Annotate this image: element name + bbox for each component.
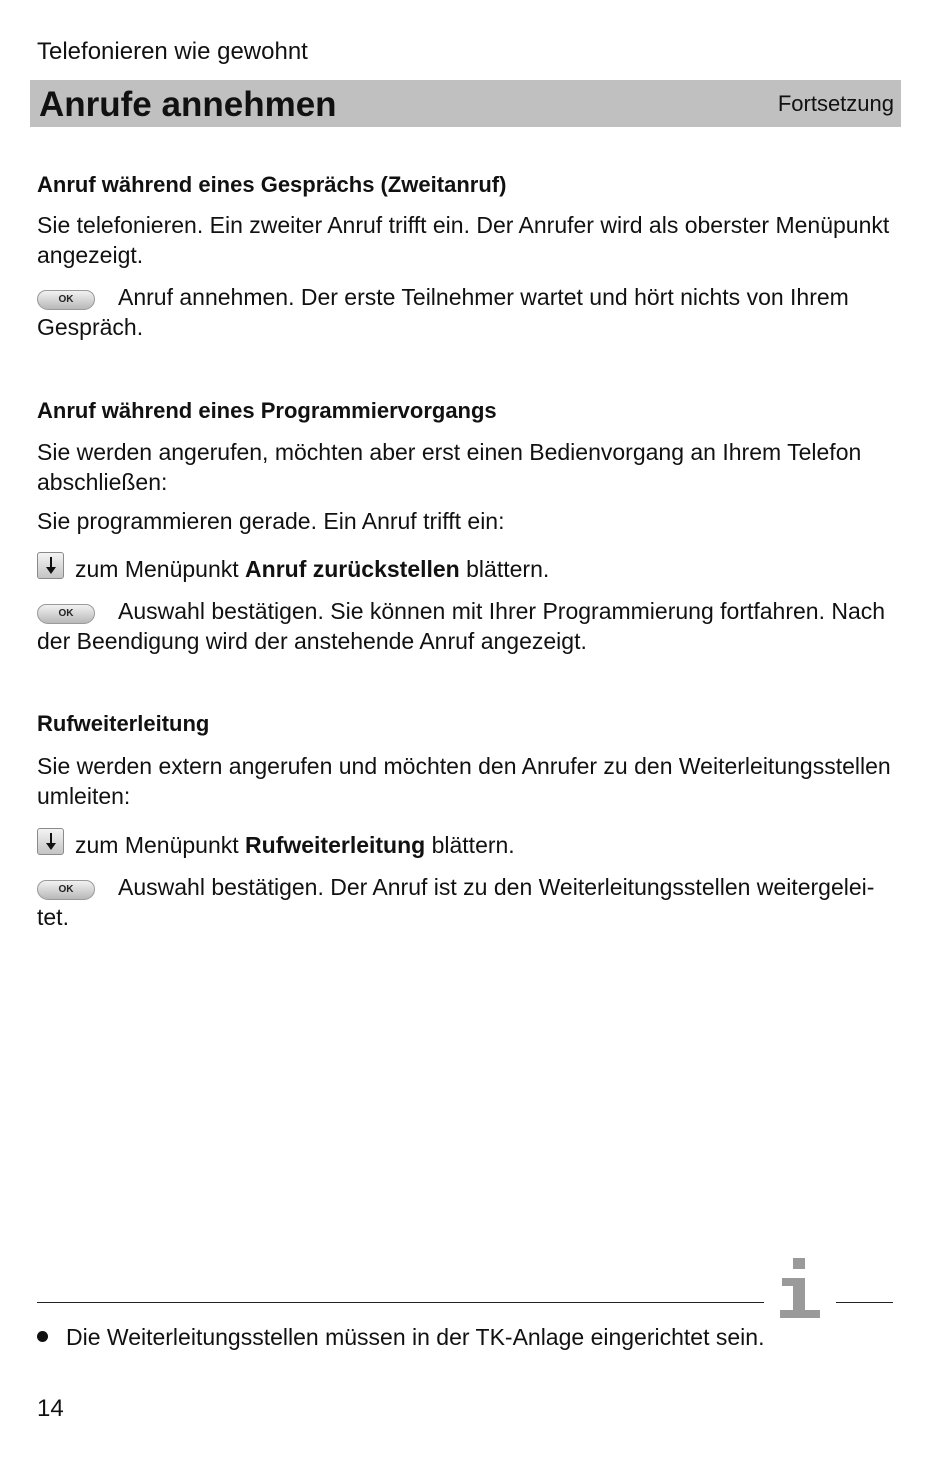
section-heading: Anruf während eines Programmiervorgangs — [37, 398, 497, 423]
instruction-step — [37, 828, 899, 860]
continued-label: Fortsetzung — [777, 91, 894, 116]
menu-item-name: Rufweiterleitung — [245, 832, 426, 858]
ok-key-icon: OK — [37, 880, 95, 900]
instruction-step — [37, 596, 899, 656]
info-note — [37, 1322, 764, 1352]
step-text-post: blättern. — [466, 556, 550, 582]
title-bar — [30, 80, 901, 127]
step-text-pre: zum Menüpunkt — [75, 556, 239, 582]
bullet-icon — [37, 1331, 48, 1342]
step-text-pre: zum Menüpunkt — [75, 832, 239, 858]
step-text: Auswahl bestätigen. Der Anruf ist zu den Weiterleitungsstellen weitergelei-tet. — [37, 874, 875, 930]
info-note-text: Die Weiterleitungsstellen müssen in der TK-Anlage eingerichtet sein. — [66, 1324, 765, 1350]
page-number: 14 — [37, 1395, 64, 1422]
info-divider-right — [836, 1302, 893, 1303]
info-icon — [776, 1258, 826, 1320]
step-text: Anruf annehmen. Der erste Teilnehmer wartet und hört nichts von Ihrem Gespräch. — [37, 284, 849, 340]
arrow-down-key-icon — [37, 552, 64, 579]
section-heading: Anruf während eines Gesprächs (Zweitanruf) — [37, 172, 507, 197]
instruction-step — [37, 282, 899, 342]
ok-key-icon: OK — [37, 604, 95, 624]
section-intro: Sie werden extern angerufen und möchten den Anrufer zu den Weiterleitungsstellen umleiten: — [37, 753, 891, 809]
instruction-step — [37, 872, 899, 932]
arrow-down-key-icon — [37, 828, 64, 855]
step-text-post: blättern. — [431, 832, 515, 858]
chapter-title: Telefonieren wie gewohnt — [37, 38, 308, 65]
section-intro-2: Sie programmieren gerade. Ein Anruf trifft ein: — [37, 508, 505, 534]
page-title: Anrufe annehmen — [39, 85, 337, 124]
ok-key-icon: OK — [37, 290, 95, 310]
instruction-step — [37, 552, 899, 584]
section-heading: Rufweiterleitung — [37, 711, 210, 736]
section-intro: Sie telefonieren. Ein zweiter Anruf trifft ein. Der Anrufer wird als oberster Menüpunkt angezeigt. — [37, 212, 890, 268]
menu-item-name: Anruf zurückstellen — [245, 556, 460, 582]
section-intro: Sie werden angerufen, möchten aber erst einen Bedienvorgang an Ihrem Telefon abschließen: — [37, 439, 862, 495]
info-divider-left — [37, 1302, 764, 1303]
step-text: Auswahl bestätigen. Sie können mit Ihrer Programmierung fortfahren. Nach der Beendigung wird der anstehende Anruf angezeigt. — [37, 598, 886, 654]
